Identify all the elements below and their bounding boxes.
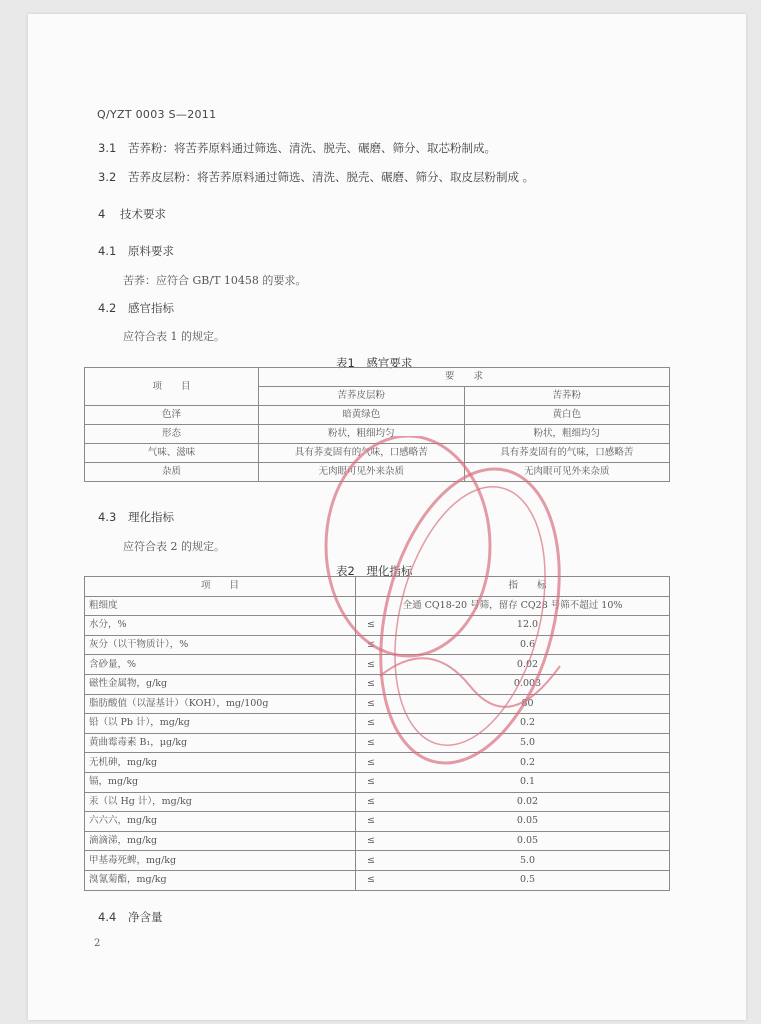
- subheader-flour: 苦荞粉: [464, 387, 670, 406]
- row-comparator: ≤: [356, 714, 387, 734]
- row-comparator: ≤: [356, 635, 387, 655]
- clause-text: 感官指标: [128, 301, 174, 315]
- row-item: 铅（以 Pb 计），mg/kg: [85, 714, 356, 734]
- clause-3-1: [98, 140, 496, 156]
- table-row: [85, 792, 670, 812]
- clause-number: 4.1: [98, 244, 117, 258]
- row-comparator: ≤: [356, 616, 387, 636]
- row-value-b: 具有荞麦固有的气味，口感略苦: [464, 444, 670, 463]
- row-value: 0.05: [386, 812, 670, 832]
- row-value: 5.0: [386, 733, 670, 753]
- table-header-row: [85, 577, 670, 597]
- row-comparator: ≤: [356, 674, 387, 694]
- table-row: [85, 444, 670, 463]
- row-item: 杂质: [85, 463, 259, 482]
- row-item: 滴滴涕，mg/kg: [85, 831, 356, 851]
- row-value-a: 无肉眼可见外来杂质: [259, 463, 465, 482]
- sensory-requirements-table: [84, 367, 670, 482]
- table-row: [85, 596, 670, 616]
- table-row: [85, 851, 670, 871]
- row-item: 无机砷，mg/kg: [85, 753, 356, 773]
- table-row: [85, 831, 670, 851]
- clause-4-3-body: 应符合表 2 的规定。: [123, 540, 225, 553]
- table-row: [85, 753, 670, 773]
- clause-text: 净含量: [128, 910, 163, 924]
- clause-number: 4.4: [98, 910, 117, 924]
- row-value-b: 黄白色: [464, 406, 670, 425]
- row-comparator: ≤: [356, 870, 387, 890]
- row-comparator: ≤: [356, 694, 387, 714]
- row-item: 脂肪酸值（以湿基计）（KOH），mg/100g: [85, 694, 356, 714]
- clause-text: 原料要求: [128, 244, 174, 258]
- row-value: 12.0: [386, 616, 670, 636]
- row-value: 0.02: [386, 655, 670, 675]
- clause-text: 苦荞粉：将苦荞原料通过筛选、清洗、脱壳、碾磨、筛分、取芯粉制成。: [128, 141, 496, 155]
- clause-text: 技术要求: [120, 207, 166, 221]
- row-item: 含砂量，%: [85, 655, 356, 675]
- document-page: [28, 14, 746, 1020]
- row-value: 0.05: [386, 831, 670, 851]
- row-value: 0.2: [386, 753, 670, 773]
- table-row: [85, 772, 670, 792]
- row-value: 0.003: [386, 674, 670, 694]
- table-row: [85, 406, 670, 425]
- row-item: 六六六，mg/kg: [85, 812, 356, 832]
- clause-4: [98, 206, 166, 222]
- row-item: 磁性金属物，g/kg: [85, 674, 356, 694]
- header-index: 指 标: [386, 577, 670, 597]
- table-row: [85, 674, 670, 694]
- row-comparator: ≤: [356, 792, 387, 812]
- clause-number: 4: [98, 207, 106, 221]
- row-value: 0.5: [386, 870, 670, 890]
- table-row: [85, 870, 670, 890]
- row-item: 灰分（以干物质计），%: [85, 635, 356, 655]
- clause-4-4: [98, 909, 163, 925]
- header-gap: [356, 577, 387, 597]
- header-requirement: 要 求: [259, 368, 670, 387]
- table-row: [85, 714, 670, 734]
- row-value: 80: [386, 694, 670, 714]
- row-item: 甲基毒死蜱，mg/kg: [85, 851, 356, 871]
- table1-caption: 表1 感官要求: [336, 356, 413, 370]
- row-comparator: ≤: [356, 655, 387, 675]
- header-item: 项 目: [85, 577, 356, 597]
- table-row: [85, 616, 670, 636]
- table-row: [85, 425, 670, 444]
- clause-4-3: [98, 509, 174, 525]
- clause-3-2: [98, 169, 534, 185]
- table-header-row: [85, 368, 670, 387]
- table-row: [85, 812, 670, 832]
- row-comparator: ≤: [356, 733, 387, 753]
- row-comparator: ≤: [356, 753, 387, 773]
- row-comparator: ≤: [356, 812, 387, 832]
- row-comparator: ≤: [356, 772, 387, 792]
- clause-text: 理化指标: [128, 510, 174, 524]
- row-value: 0.2: [386, 714, 670, 734]
- row-item: 水分，%: [85, 616, 356, 636]
- clause-number: 3.1: [98, 141, 117, 155]
- table-row: [85, 733, 670, 753]
- clause-text: 苦荞皮层粉：将苦荞原料通过筛选、清洗、脱壳、碾磨、筛分、取皮层粉制成 。: [128, 170, 535, 184]
- row-item: 镉，mg/kg: [85, 772, 356, 792]
- row-item: 形态: [85, 425, 259, 444]
- row-value-a: 粉状，粗细均匀: [259, 425, 465, 444]
- table-row: [85, 655, 670, 675]
- table-row: [85, 635, 670, 655]
- row-value-a: 具有荞麦固有的气味，口感略苦: [259, 444, 465, 463]
- row-value: 0.1: [386, 772, 670, 792]
- row-value-b: 无肉眼可见外来杂质: [464, 463, 670, 482]
- header-item: 项 目: [85, 368, 259, 406]
- row-item: 气味、滋味: [85, 444, 259, 463]
- table2-caption: 表2 理化指标: [336, 564, 413, 578]
- page-number: 2: [94, 938, 101, 949]
- row-item: 色泽: [85, 406, 259, 425]
- row-value-b: 粉状，粗细均匀: [464, 425, 670, 444]
- row-comparator: ≤: [356, 851, 387, 871]
- table-row: [85, 694, 670, 714]
- row-value: 全通 CQ18-20 号筛，留存 CQ28 号筛不超过 10%: [356, 596, 670, 616]
- standard-code: Q/YZT 0003 S—2011: [97, 108, 217, 121]
- row-item: 粗细度: [85, 596, 356, 616]
- table-row: [85, 463, 670, 482]
- row-value: 0.02: [386, 792, 670, 812]
- clause-4-1: [98, 243, 174, 259]
- row-item: 汞（以 Hg 计），mg/kg: [85, 792, 356, 812]
- row-comparator: ≤: [356, 831, 387, 851]
- physicochemical-table: [84, 576, 670, 891]
- clause-4-1-body: 苦荞：应符合 GB/T 10458 的要求。: [123, 274, 307, 287]
- subheader-bran-flour: 苦荞皮层粉: [259, 387, 465, 406]
- row-value-a: 暗黄绿色: [259, 406, 465, 425]
- row-item: 黄曲霉毒素 B₁，μg/kg: [85, 733, 356, 753]
- row-item: 溴氰菊酯，mg/kg: [85, 870, 356, 890]
- clause-number: 4.3: [98, 510, 117, 524]
- clause-number: 3.2: [98, 170, 117, 184]
- clause-number: 4.2: [98, 301, 117, 315]
- clause-4-2-body: 应符合表 1 的规定。: [123, 330, 225, 343]
- clause-4-2: [98, 300, 174, 316]
- row-value: 5.0: [386, 851, 670, 871]
- row-value: 0.6: [386, 635, 670, 655]
